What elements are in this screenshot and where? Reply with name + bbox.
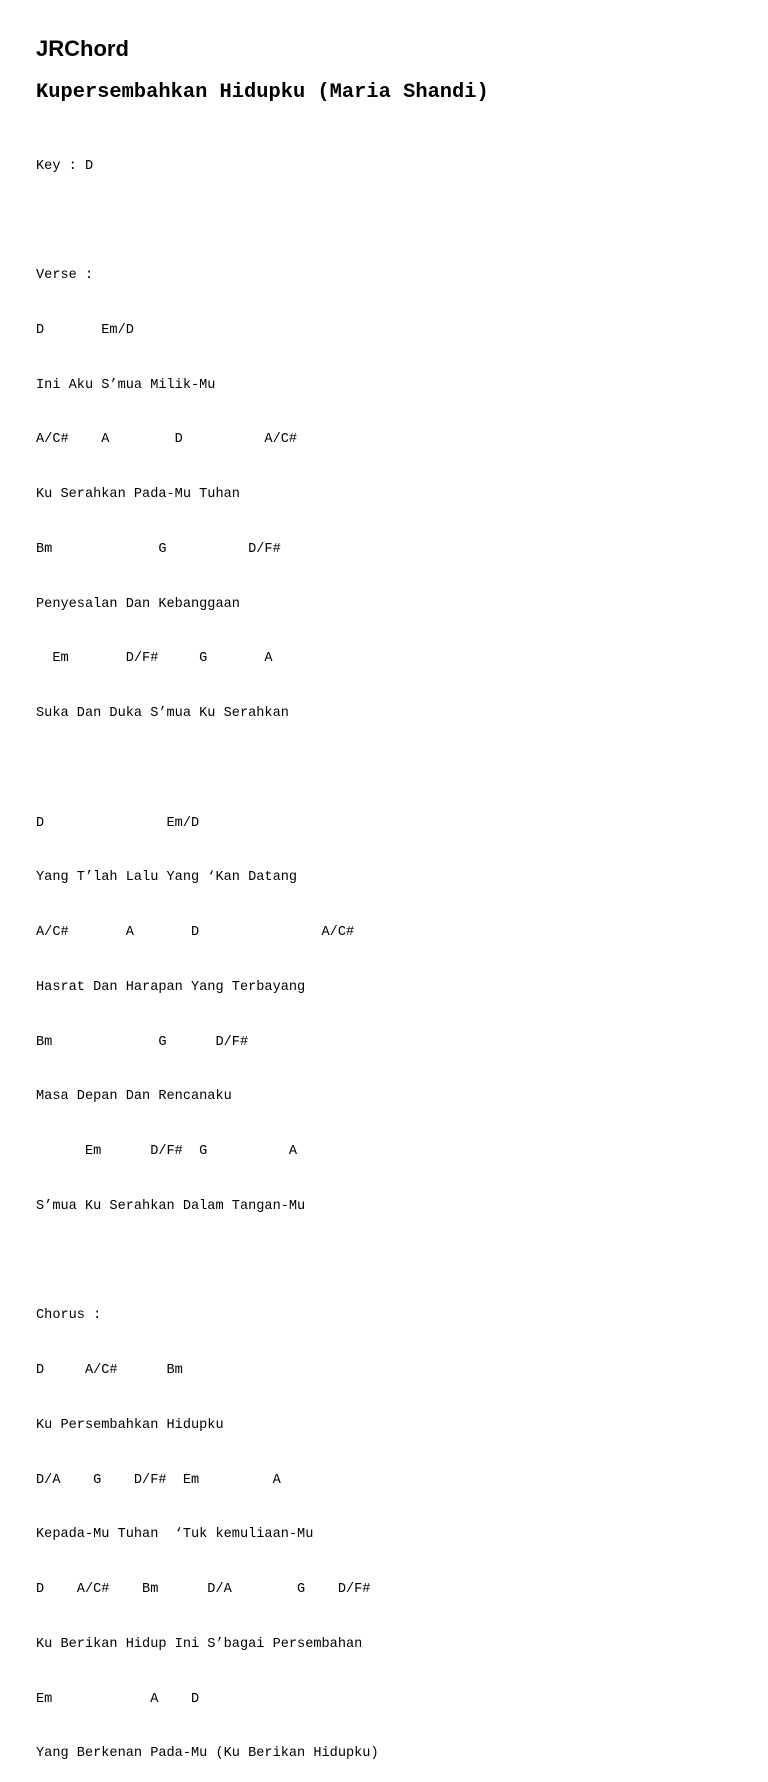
blank-line (36, 212, 379, 230)
blank-line (36, 760, 379, 778)
chord-line: Bm G D/F# (36, 541, 281, 557)
verse-heading: Verse : (36, 268, 94, 283)
lyric-line: Hasrat Dan Harapan Yang Terbayang (36, 979, 306, 995)
song-title: Kupersembahkan Hidupku (Maria Shandi) (36, 81, 489, 104)
lyric-line: Suka Dan Duka S’mua Ku Serahkan (36, 706, 289, 721)
chord-line: Em D/F# G A (36, 651, 273, 667)
chord-sheet (36, 121, 379, 1782)
chord-line: D Em/D (36, 815, 200, 831)
lyric-line: Masa Depan Dan Rencanaku (36, 1089, 232, 1105)
site-title: JRChord (36, 36, 129, 61)
chord-line: A/C# A D A/C# (36, 432, 298, 448)
lyric-line: S’mua Ku Serahkan Dalam Tangan-Mu (36, 1198, 306, 1214)
chord-line: A/C# A D A/C# (36, 925, 355, 940)
lyric-line: Kepada-Mu Tuhan ‘Tuk kemuliaan-Mu (36, 1527, 314, 1543)
chord-line: Bm G D/F# (36, 1034, 249, 1050)
lyric-line: Penyesalan Dan Kebanggaan (36, 596, 240, 612)
chorus-heading: Chorus : (36, 1308, 102, 1324)
chord-line: D A/C# Bm D/A G D/F# (36, 1582, 371, 1597)
chord-line: D Em/D (36, 322, 134, 338)
lyric-line: Ku Persembahkan Hidupku (36, 1417, 224, 1433)
chord-line: D A/C# Bm (36, 1363, 183, 1378)
lyric-line: Ku Berikan Hidup Ini S’bagai Persembahan (36, 1636, 363, 1652)
lyric-line: Ini Aku S’mua Milik-Mu (36, 377, 216, 393)
lyric-line: Yang T’lah Lalu Yang ‘Kan Datang (36, 870, 298, 886)
lyric-line: Yang Berkenan Pada-Mu (Ku Berikan Hidupku) (36, 1746, 379, 1762)
key-line: Key : D (36, 158, 94, 174)
chord-line: Em A D (36, 1691, 200, 1707)
chord-line: D/A G D/F# Em A (36, 1472, 281, 1488)
lyric-line: Ku Serahkan Pada-Mu Tuhan (36, 487, 240, 502)
chord-line: Em D/F# G A (36, 1144, 298, 1159)
blank-line (36, 1253, 379, 1271)
